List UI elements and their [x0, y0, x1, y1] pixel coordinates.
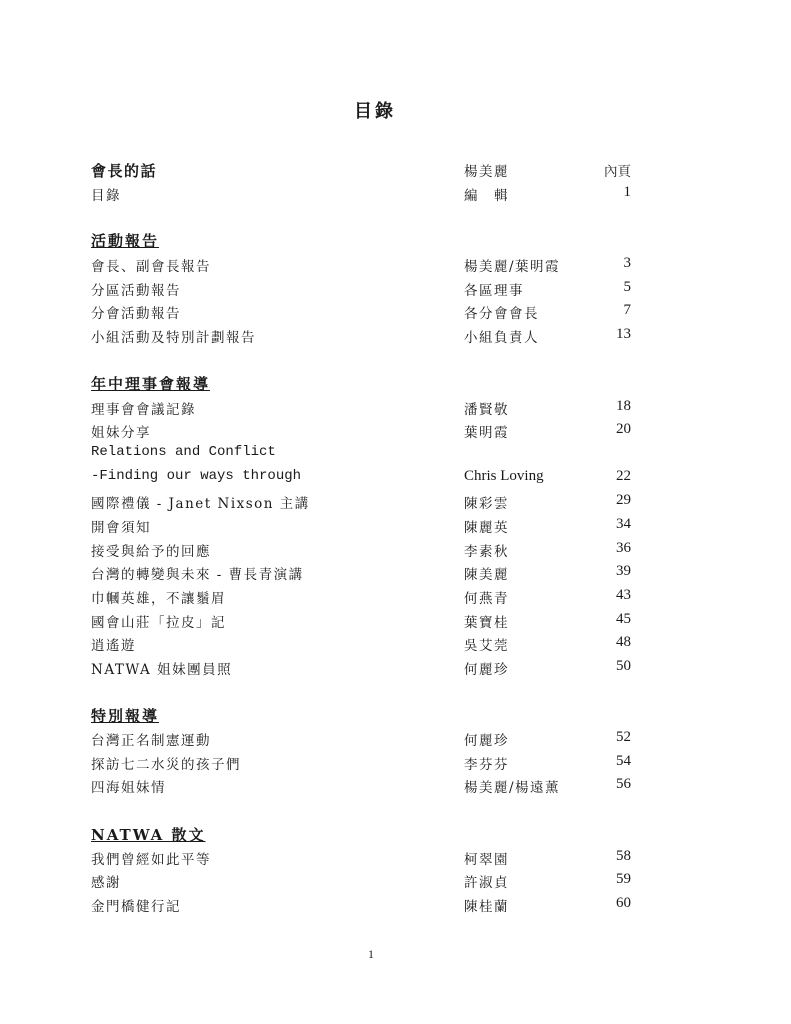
entry-author: 楊美麗	[464, 164, 509, 180]
section-heading: 特別報導	[91, 707, 160, 725]
toc-row	[91, 302, 631, 324]
entry-author: 吳艾莞	[464, 638, 509, 654]
entry-page: 52	[616, 729, 631, 745]
toc-row	[91, 611, 631, 633]
entry-author: 何麗珍	[464, 733, 509, 749]
entry-author: 何燕青	[464, 591, 509, 607]
entry-title: 逍遙遊	[91, 638, 136, 654]
entry-page: 13	[616, 326, 631, 342]
entry-title: 我們曾經如此平等	[91, 852, 211, 868]
toc-row	[91, 326, 631, 348]
entry-author: 葉明霞	[464, 425, 509, 441]
page-title: 目錄	[354, 101, 396, 122]
entry-page: 7	[623, 302, 631, 318]
entry-page: 20	[616, 421, 631, 437]
entry-author: 李芬芬	[464, 757, 509, 773]
section-heading: 活動報告	[91, 232, 160, 250]
entry-author: 葉寶桂	[464, 615, 509, 631]
entry-title: 理事會會議記錄	[91, 402, 196, 418]
entry-author: 小組負責人	[464, 330, 539, 346]
entry-page: 59	[616, 871, 631, 887]
section-heading: NATWA 散文	[91, 826, 206, 844]
entry-author: 李素秋	[464, 544, 509, 560]
toc-row	[91, 444, 631, 466]
entry-page: 3	[623, 255, 631, 271]
toc-row	[91, 587, 631, 609]
entry-title: 開會須知	[91, 520, 151, 536]
entry-page: 43	[616, 587, 631, 603]
entry-author: 潘賢敬	[464, 402, 509, 418]
toc-row	[91, 634, 631, 656]
entry-author: 各區理事	[464, 283, 524, 299]
section-heading: 年中理事會報導	[91, 375, 211, 393]
entry-title: 台灣正名制憲運動	[91, 733, 211, 749]
toc-row	[91, 160, 631, 182]
entry-title: 會長的話	[91, 162, 158, 180]
toc-row	[91, 563, 631, 585]
entry-page: 22	[616, 468, 631, 484]
entry-page: 56	[616, 776, 631, 792]
entry-page: 39	[616, 563, 631, 579]
toc-row	[91, 658, 631, 680]
entry-page: 58	[616, 848, 631, 864]
page-number: 1	[368, 947, 374, 961]
entry-author: 柯翠園	[464, 852, 509, 868]
entry-title: NATWA 姐妹團員照	[91, 662, 233, 678]
entry-title: 金門橋健行記	[91, 899, 181, 915]
entry-page: 1	[623, 184, 631, 200]
entry-page: 50	[616, 658, 631, 674]
entry-title: 感謝	[91, 875, 121, 891]
entry-title: 姐妹分享	[91, 425, 151, 441]
entry-page: 5	[623, 279, 631, 295]
toc-row	[91, 468, 631, 490]
toc-row	[91, 255, 631, 277]
entry-page: 34	[616, 516, 631, 532]
entry-author: 許淑貞	[464, 875, 509, 891]
entry-author: 楊美麗/葉明霞	[464, 259, 561, 275]
entry-author: Chris Loving	[464, 468, 544, 484]
toc-row	[91, 492, 631, 514]
toc-row	[91, 895, 631, 917]
entry-title: 巾幗英雄，不讓鬚眉	[91, 591, 226, 607]
entry-title: 台灣的轉變與未來 - 曹長青演講	[91, 567, 304, 583]
toc-row	[91, 398, 631, 420]
entry-page: 48	[616, 634, 631, 650]
entry-title: 小組活動及特別計劃報告	[91, 330, 256, 346]
entry-page: 18	[616, 398, 631, 414]
entry-title: 四海姐妹情	[91, 780, 166, 796]
entry-page: 45	[616, 611, 631, 627]
entry-page: 60	[616, 895, 631, 911]
entry-title: 國會山莊「拉皮」記	[91, 615, 226, 631]
entry-title: 會長、副會長報告	[91, 259, 211, 275]
entry-author: 陳桂蘭	[464, 899, 509, 915]
toc-row	[91, 421, 631, 443]
toc-row	[91, 848, 631, 870]
entry-author: 陳彩雲	[464, 496, 509, 512]
entry-page: 29	[616, 492, 631, 508]
entry-author: 各分會會長	[464, 306, 539, 322]
toc-row	[91, 753, 631, 775]
entry-author: 陳麗英	[464, 520, 509, 536]
toc-row	[91, 729, 631, 751]
toc-row	[91, 516, 631, 538]
entry-title: 接受與給予的回應	[91, 544, 211, 560]
toc-row	[91, 279, 631, 301]
toc-row	[91, 540, 631, 562]
entry-title: 目錄	[91, 188, 121, 204]
entry-page: 內頁	[604, 164, 631, 180]
entry-title: 分會活動報告	[91, 306, 181, 322]
entry-page: 36	[616, 540, 631, 556]
entry-author: 編 輯	[464, 188, 509, 204]
entry-title: Relations and Conflict	[91, 444, 276, 460]
entry-author: 楊美麗/楊遠薰	[464, 780, 561, 796]
toc-row	[91, 776, 631, 798]
toc-row	[91, 871, 631, 893]
entry-title: -Finding our ways through	[91, 468, 302, 484]
toc-row	[91, 184, 631, 206]
entry-author: 陳美麗	[464, 567, 509, 583]
entry-title: 探訪七二水災的孩子們	[91, 757, 241, 773]
entry-title: 國際禮儀 - Janet Nixson 主講	[91, 496, 310, 512]
entry-title: 分區活動報告	[91, 283, 181, 299]
entry-author: 何麗珍	[464, 662, 509, 678]
entry-page: 54	[616, 753, 631, 769]
